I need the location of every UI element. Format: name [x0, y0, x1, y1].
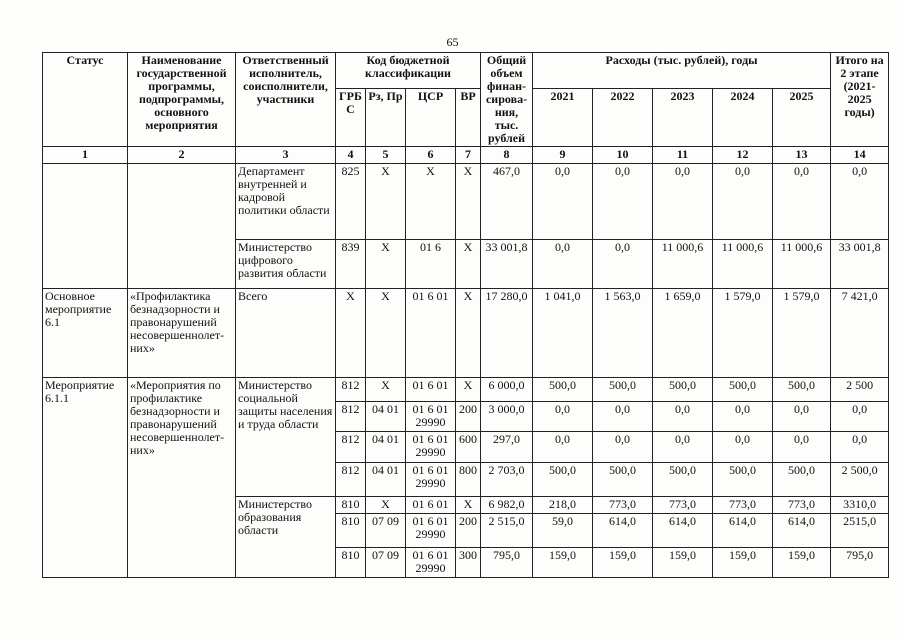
grbs-cell: 810 — [336, 497, 366, 514]
value-2021: 0,0 — [533, 432, 593, 463]
executor-cell: Министерство образования области — [236, 497, 336, 578]
value-2023: 1 659,0 — [653, 289, 713, 378]
csr-cell: X — [406, 164, 456, 240]
name-cell-empty — [128, 164, 236, 289]
total-cell: 467,0 — [481, 164, 533, 240]
col-num: 13 — [773, 147, 831, 164]
value-2021: 0,0 — [533, 402, 593, 432]
vr-cell: 800 — [456, 463, 481, 497]
value-2023: 500,0 — [653, 463, 713, 497]
header-total: Общий объем финан-сирова-ния, тыс. рублей — [481, 53, 533, 147]
value-2021: 500,0 — [533, 463, 593, 497]
grbs-cell: 839 — [336, 240, 366, 289]
value-2025: 1 579,0 — [773, 289, 831, 378]
value-2021: 59,0 — [533, 514, 593, 548]
value-2025: 773,0 — [773, 497, 831, 514]
value-2022: 0,0 — [593, 240, 653, 289]
value-2024: 11 000,6 — [713, 240, 773, 289]
value-2025: 11 000,6 — [773, 240, 831, 289]
value-2023: 773,0 — [653, 497, 713, 514]
value-2024: 1 579,0 — [713, 289, 773, 378]
rz-cell: 04 01 — [366, 402, 406, 432]
value-2025: 500,0 — [773, 378, 831, 402]
value-2023: 0,0 — [653, 432, 713, 463]
executor-cell: Всего — [236, 289, 336, 378]
header-name: Наименование государственной программы, подпрограммы, основного мероприятия — [128, 53, 236, 147]
value-itogo: 3310,0 — [831, 497, 889, 514]
status-cell: Основное мероприятие 6.1 — [43, 289, 128, 378]
total-cell: 33 001,8 — [481, 240, 533, 289]
value-itogo: 2515,0 — [831, 514, 889, 548]
value-2022: 1 563,0 — [593, 289, 653, 378]
value-2021: 159,0 — [533, 548, 593, 578]
col-num: 6 — [406, 147, 456, 164]
header-row-1 — [43, 53, 889, 89]
rz-cell: X — [366, 378, 406, 402]
total-cell: 6 000,0 — [481, 378, 533, 402]
col-num: 14 — [831, 147, 889, 164]
table-row — [43, 164, 889, 240]
vr-cell: X — [456, 240, 481, 289]
rz-cell: X — [366, 240, 406, 289]
value-2021: 218,0 — [533, 497, 593, 514]
value-2025: 500,0 — [773, 463, 831, 497]
total-cell: 2 703,0 — [481, 463, 533, 497]
col-num: 12 — [713, 147, 773, 164]
csr-cell: 01 6 01 — [406, 378, 456, 402]
value-2022: 500,0 — [593, 378, 653, 402]
col-num: 2 — [128, 147, 236, 164]
value-2023: 11 000,6 — [653, 240, 713, 289]
value-itogo: 2 500,0 — [831, 463, 889, 497]
value-2025: 0,0 — [773, 164, 831, 240]
value-2022: 0,0 — [593, 402, 653, 432]
value-2022: 614,0 — [593, 514, 653, 548]
rz-cell: 04 01 — [366, 432, 406, 463]
value-2021: 500,0 — [533, 378, 593, 402]
value-2023: 0,0 — [653, 402, 713, 432]
name-cell: «Профилактика безнадзорности и правонарушений несовершеннолет-них» — [128, 289, 236, 378]
grbs-cell: 812 — [336, 402, 366, 432]
csr-cell: 01 6 — [406, 240, 456, 289]
vr-cell: 600 — [456, 432, 481, 463]
executor-cell: Министерство социальной защиты населения и труда области — [236, 378, 336, 497]
header-budget-code: Код бюджетной классификации — [336, 53, 481, 89]
total-cell: 6 982,0 — [481, 497, 533, 514]
rz-cell: X — [366, 289, 406, 378]
value-itogo: 795,0 — [831, 548, 889, 578]
value-2025: 0,0 — [773, 402, 831, 432]
csr-cell: 01 6 01 — [406, 289, 456, 378]
header-csr: ЦСР — [406, 88, 456, 147]
status-cell-empty — [43, 164, 128, 289]
header-2023: 2023 — [653, 88, 713, 147]
vr-cell: X — [456, 378, 481, 402]
value-2023: 614,0 — [653, 514, 713, 548]
header-itogo: Итого на 2 этапе (2021-2025 годы) — [831, 53, 889, 147]
csr-cell: 01 6 01 29990 — [406, 402, 456, 432]
value-itogo: 0,0 — [831, 432, 889, 463]
vr-cell: 300 — [456, 548, 481, 578]
vr-cell: X — [456, 497, 481, 514]
value-2024: 500,0 — [713, 378, 773, 402]
col-num: 9 — [533, 147, 593, 164]
vr-cell: X — [456, 289, 481, 378]
value-2024: 614,0 — [713, 514, 773, 548]
grbs-cell: 812 — [336, 378, 366, 402]
rz-cell: 07 09 — [366, 514, 406, 548]
col-num: 11 — [653, 147, 713, 164]
header-rzpr: Рз, Пр — [366, 88, 406, 147]
budget-table — [42, 52, 889, 578]
header-2025: 2025 — [773, 88, 831, 147]
value-2022: 0,0 — [593, 432, 653, 463]
value-2023: 0,0 — [653, 164, 713, 240]
value-2024: 159,0 — [713, 548, 773, 578]
value-itogo: 2 500 — [831, 378, 889, 402]
value-2024: 0,0 — [713, 432, 773, 463]
vr-cell: X — [456, 164, 481, 240]
total-cell: 795,0 — [481, 548, 533, 578]
value-2025: 614,0 — [773, 514, 831, 548]
value-2024: 0,0 — [713, 164, 773, 240]
rz-cell: X — [366, 497, 406, 514]
header-expenses: Расходы (тыс. рублей), годы — [533, 53, 831, 89]
value-2022: 500,0 — [593, 463, 653, 497]
value-itogo: 0,0 — [831, 164, 889, 240]
value-2024: 500,0 — [713, 463, 773, 497]
page-number: 65 — [446, 35, 459, 49]
value-itogo: 33 001,8 — [831, 240, 889, 289]
grbs-cell: 812 — [336, 432, 366, 463]
header-grbs: ГРБ С — [336, 88, 366, 147]
total-cell: 3 000,0 — [481, 402, 533, 432]
value-2021: 1 041,0 — [533, 289, 593, 378]
value-itogo: 0,0 — [831, 402, 889, 432]
value-2024: 773,0 — [713, 497, 773, 514]
value-2024: 0,0 — [713, 402, 773, 432]
grbs-cell: 810 — [336, 548, 366, 578]
value-2023: 159,0 — [653, 548, 713, 578]
col-num: 7 — [456, 147, 481, 164]
csr-cell: 01 6 01 — [406, 497, 456, 514]
table-row — [43, 289, 889, 378]
header-vr: ВР — [456, 88, 481, 147]
col-num: 8 — [481, 147, 533, 164]
rz-cell: 04 01 — [366, 463, 406, 497]
grbs-cell: X — [336, 289, 366, 378]
col-num: 5 — [366, 147, 406, 164]
col-num: 1 — [43, 147, 128, 164]
value-2023: 500,0 — [653, 378, 713, 402]
header-2021: 2021 — [533, 88, 593, 147]
grbs-cell: 810 — [336, 514, 366, 548]
col-num: 4 — [336, 147, 366, 164]
status-cell: Мероприятие 6.1.1 — [43, 378, 128, 578]
header-status: Статус — [43, 53, 128, 147]
csr-cell: 01 6 01 29990 — [406, 514, 456, 548]
column-number-row — [43, 147, 889, 164]
value-2022: 159,0 — [593, 548, 653, 578]
value-2025: 0,0 — [773, 432, 831, 463]
grbs-cell: 825 — [336, 164, 366, 240]
vr-cell: 200 — [456, 514, 481, 548]
rz-cell: 07 09 — [366, 548, 406, 578]
vr-cell: 200 — [456, 402, 481, 432]
col-num: 3 — [236, 147, 336, 164]
rz-cell: X — [366, 164, 406, 240]
total-cell: 297,0 — [481, 432, 533, 463]
header-executor: Ответственный исполнитель, соисполнители, участники — [236, 53, 336, 147]
value-2021: 0,0 — [533, 240, 593, 289]
executor-cell: Департамент внутренней и кадровой политики области — [236, 164, 336, 240]
executor-cell: Министерство цифрового развития области — [236, 240, 336, 289]
header-2024: 2024 — [713, 88, 773, 147]
value-2022: 773,0 — [593, 497, 653, 514]
table-row — [43, 378, 889, 402]
col-num: 10 — [593, 147, 653, 164]
value-2021: 0,0 — [533, 164, 593, 240]
header-2022: 2022 — [593, 88, 653, 147]
grbs-cell: 812 — [336, 463, 366, 497]
value-2022: 0,0 — [593, 164, 653, 240]
value-itogo: 7 421,0 — [831, 289, 889, 378]
total-cell: 2 515,0 — [481, 514, 533, 548]
value-2025: 159,0 — [773, 548, 831, 578]
name-cell: «Мероприятия по профилактике безнадзорности и правонарушений несовершеннолет-них» — [128, 378, 236, 578]
total-cell: 17 280,0 — [481, 289, 533, 378]
csr-cell: 01 6 01 29990 — [406, 548, 456, 578]
csr-cell: 01 6 01 29990 — [406, 432, 456, 463]
csr-cell: 01 6 01 29990 — [406, 463, 456, 497]
